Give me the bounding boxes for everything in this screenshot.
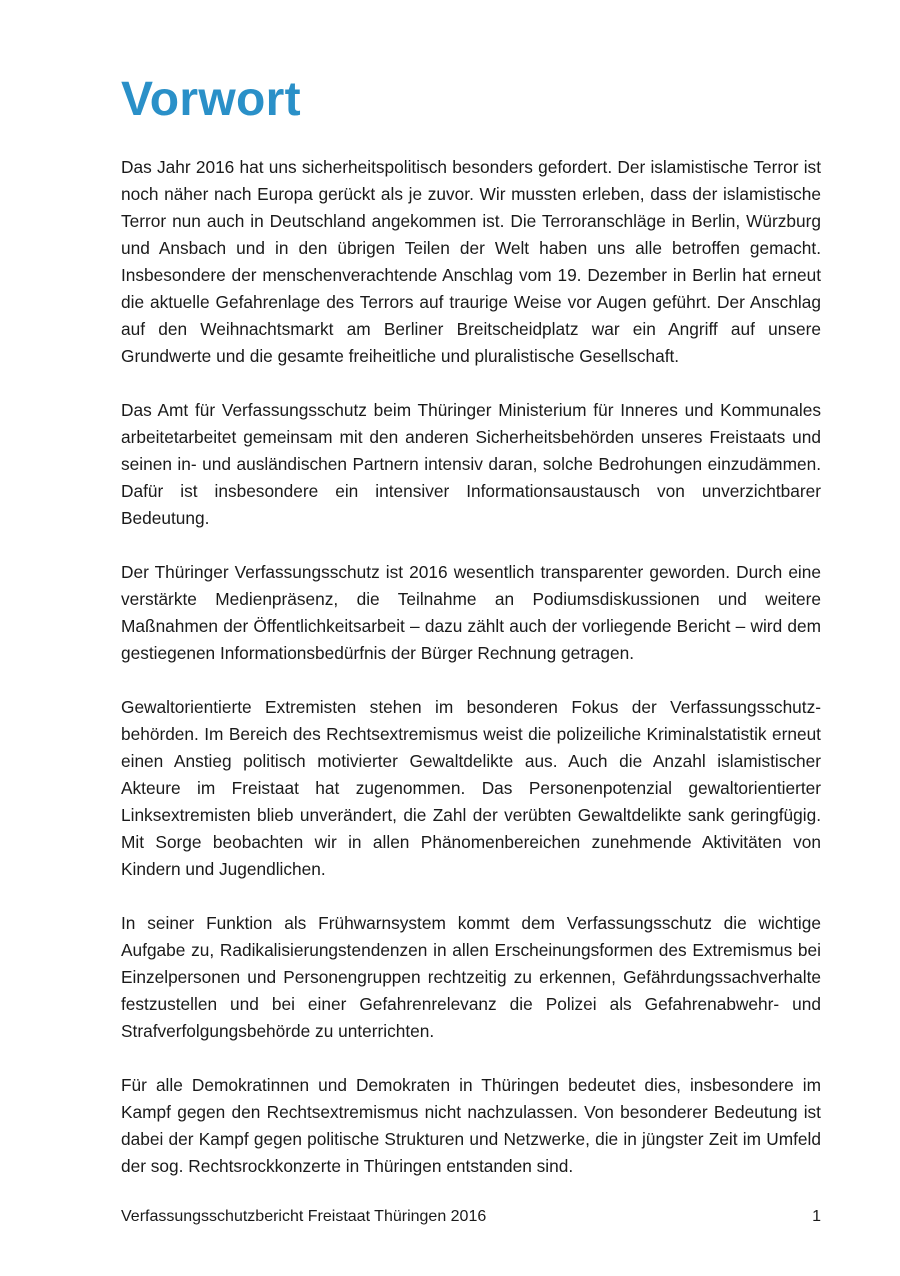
paragraph-1: Das Jahr 2016 hat uns sicherheitspolitisch besonders gefordert. Der islamistische Terror ist noch näher nach Europa gerückt als je zuvor. Wir mussten erleben, dass der islamistische Terror nun auch in Deutschland angekommen ist. Die Terroranschläge in Berlin, Würzburg und Ansbach und in den übrigen Teilen der Welt haben uns alle betroffen gemacht. Insbesondere der menschenverachtende Anschlag vom 19. Dezember in Berlin hat erneut die aktuelle Gefahrenlage des Terrors auf traurige Weise vor Augen geführt. Der Anschlag auf den Weihnachtsmarkt am Berliner Breitscheidplatz war ein Angriff auf unsere Grundwerte und die gesamte freiheitliche und pluralistische Gesellschaft.: [121, 157, 821, 366]
footer-publication-title: Verfassungsschutzbericht Freistaat Thüringen 2016: [121, 1208, 487, 1225]
page-title: Vorwort: [121, 73, 301, 126]
paragraph-5: In seiner Funktion als Frühwarnsystem kommt dem Verfassungsschutz die wichtige Aufgabe zu, Radikalisierungstendenzen in allen Erscheinungsformen des Extremismus bei Einzelpersonen und Personengruppen rechtzeitig zu erkennen, Gefährdungssachverhalte festzustellen und bei einer Gefahrenrelevanz die Polizei als Gefahrenabwehr- und Strafverfolgungsbehörde zu unterrichten.: [121, 913, 821, 1041]
footer-page-number: 1: [812, 1208, 821, 1225]
paragraph-4: Gewaltorientierte Extremisten stehen im besonderen Fokus der Verfassungsschutzbehörden. Im Bereich des Rechtsextremismus weist die polizeiliche Kriminalstatistik erneut einen Anstieg politisch motivierter Gewaltdelikte aus. Auch die Anzahl islamistischer Akteure im Freistaat hat zugenommen. Das Personenpotenzial gewaltorientierter Linksextremisten blieb unverändert, die Zahl der verübten Gewaltdelikte sank geringfügig. Mit Sorge beobachten wir in allen Phänomenbereichen zunehmende Aktivitäten von Kindern und Jugendlichen.: [121, 697, 821, 879]
paragraph-6: Für alle Demokratinnen und Demokraten in Thüringen bedeutet dies, insbesondere im Kampf gegen den Rechtsextremismus nicht nachzulassen. Von besonderer Bedeutung ist dabei der Kampf gegen politische Strukturen und Netzwerke, die in jüngster Zeit im Umfeld der sog. Rechtsrockkonzerte in Thüringen entstanden sind.: [121, 1075, 821, 1176]
paragraph-3: Der Thüringer Verfassungsschutz ist 2016 wesentlich transparenter geworden. Durch eine verstärkte Medienpräsenz, die Teilnahme an Podiumsdiskussionen und weitere Maßnahmen der Öffentlichkeitsarbeit – dazu zählt auch der vorliegende Bericht – wird dem gestiegenen Informationsbedürfnis der Bürger Rechnung getragen.: [121, 562, 821, 663]
paragraph-2: Das Amt für Verfassungsschutz beim Thüringer Ministerium für Inneres und Kommunales arbeitetarbeitet gemeinsam mit den anderen Sicherheitsbehörden unseres Freistaats und seinen in- und ausländischen Partnern intensiv daran, solche Bedrohungen einzudämmen. Dafür ist insbesondere ein intensiver Informationsaustausch von unverzichtbarer Bedeutung.: [121, 400, 821, 528]
body-text: [121, 154, 821, 1207]
